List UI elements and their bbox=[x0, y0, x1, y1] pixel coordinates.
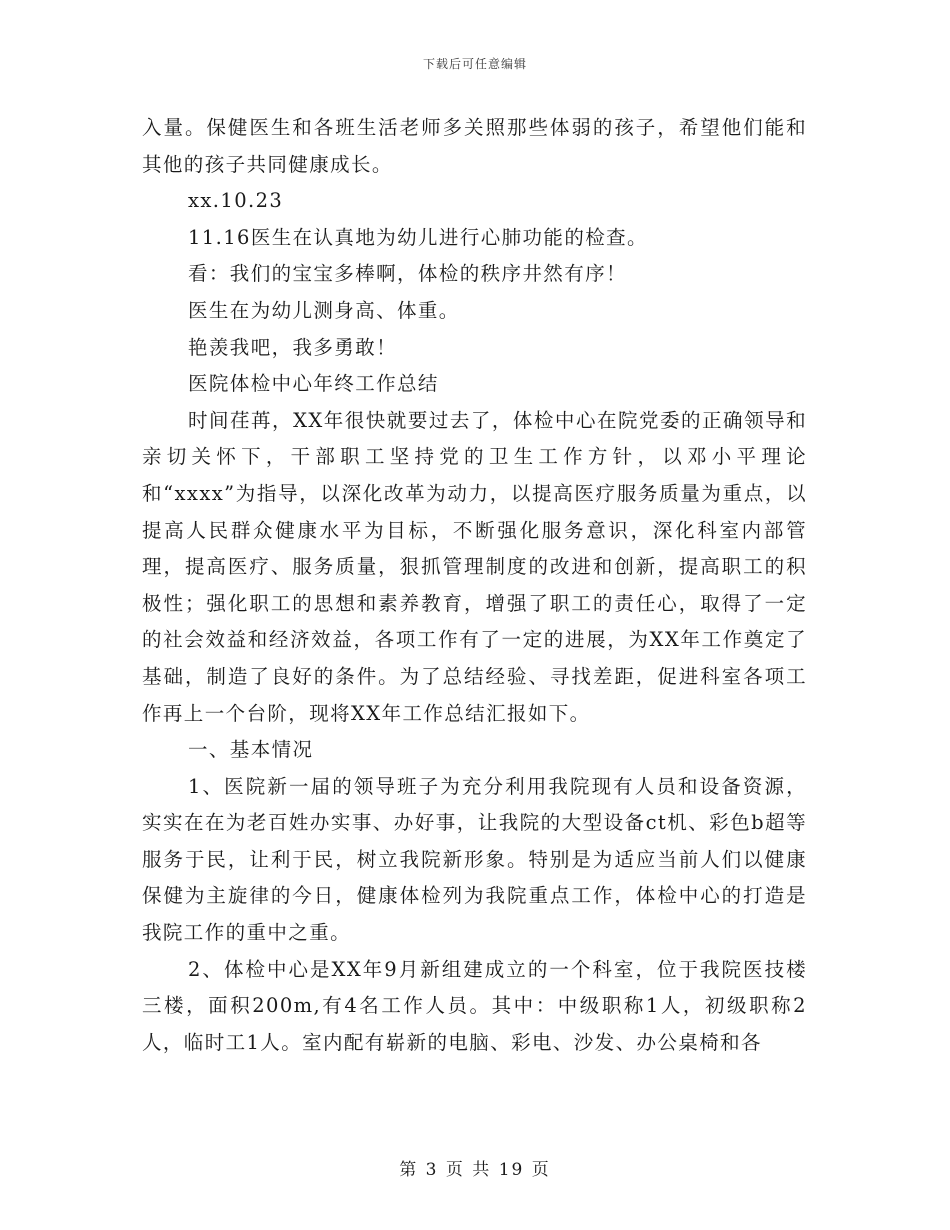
paragraph: 1、医院新一届的领导班子为充分利用我院现有人员和设备资源，实实在在为老百姓办实事、办好事，让我院的大型设备ct机、彩色b超等服务于民，让利于民，树立我院新形象。特别是为适应当前人们以健康保健为主旋律的今日，健康体检列为我院重点工作，体检中心的打造是我院工作的重中之重。 bbox=[142, 774, 807, 945]
page-number: 第 3 页 共 19 页 bbox=[399, 1160, 551, 1180]
document-body bbox=[142, 110, 807, 1061]
paragraph: 时间荏苒，XX年很快就要过去了，体检中心在院党委的正确领导和亲切关怀下，干部职工坚持党的卫生工作方针，以邓小平理论和“xxxx”为指导，以深化改革为动力，以提高医疗服务质量为重点，以提高人民群众健康水平为目标，不断强化服务意识，深化科室内部管理，提高医疗、服务质量，狠抓管理制度的改进和创新，提高职工的积极性；强化职工的思想和素养教育，增强了职工的责任心，取得了一定的社会效益和经济效益，各项工作有了一定的进展，为XX年工作奠定了基础，制造了良好的条件。为了总结经验、寻找差距，促进科室各项工作再上一个台阶，现将XX年工作总结汇报如下。 bbox=[142, 408, 807, 725]
section-title: 医院体检中心年终工作总结 bbox=[188, 372, 439, 396]
paragraph: 艳羡我吧，我多勇敢！ bbox=[188, 335, 398, 359]
section-heading: 一、基本情况 bbox=[188, 738, 314, 762]
paragraph: 11.16医生在认真地为幼儿进行心肺功能的检查。 bbox=[188, 225, 648, 249]
page-header-note: 下载后可任意编辑 bbox=[422, 57, 527, 71]
paragraph-date: xx.10.23 bbox=[188, 189, 284, 213]
paragraph: 看：我们的宝宝多棒啊，体检的秩序井然有序！ bbox=[188, 262, 627, 286]
paragraph: 2、体检中心是XX年9月新组建成立的一个科室，位于我院医技楼三楼，面积200m,有4名工作人员。其中：中级职称1人，初级职称2人，临时工1人。室内配有崭新的电脑、彩电、沙发、办公桌椅和各 bbox=[142, 957, 807, 1054]
paragraph: 入量。保健医生和各班生活老师多关照那些体弱的孩子，希望他们能和其他的孩子共同健康成长。 bbox=[142, 116, 807, 176]
paragraph: 医生在为幼儿测身高、体重。 bbox=[188, 298, 460, 322]
